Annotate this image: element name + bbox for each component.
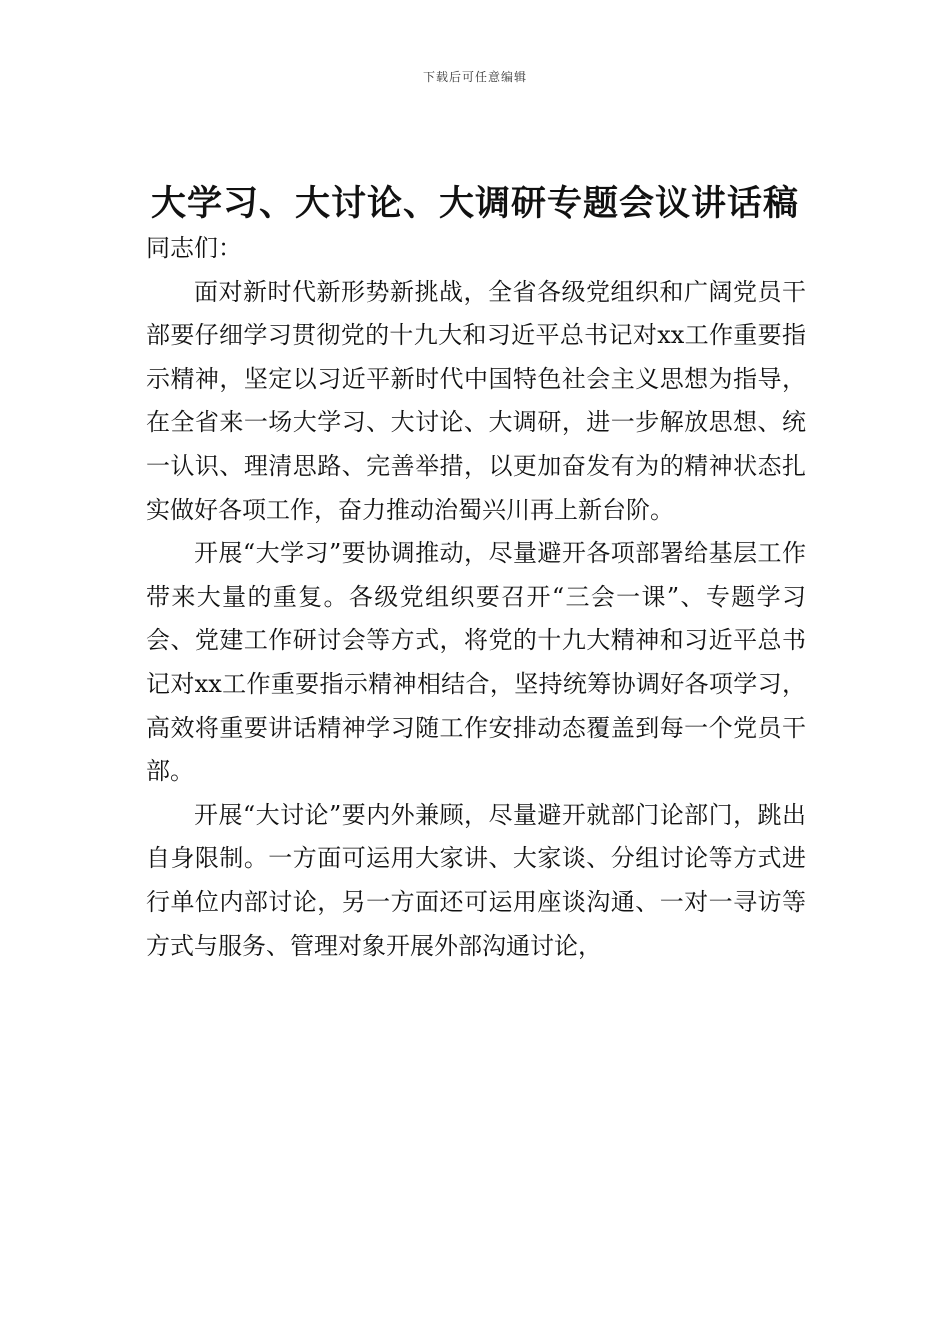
paragraph: 开展“大学习”要协调推动，尽量避开各项部署给基层工作带来大量的重复。各级党组织要召开“三会一课”、专题学习会、党建工作研讨会等方式，将党的十九大精神和习近平总书记对xx工作重要指示精神相结合，坚持统筹协调好各项学习，高效将重要讲话精神学习随工作安排动态覆盖到每一个党员干部。 (146, 539, 806, 786)
header-note: 下载后可任意编辑 (422, 70, 527, 84)
salutation: 同志们： (146, 234, 242, 262)
document-title: 大学习、大讨论、大调研专题会议讲话稿 (150, 183, 799, 224)
paragraph: 面对新时代新形势新挑战，全省各级党组织和广阔党员干部要仔细学习贯彻党的十九大和习近平总书记对xx工作重要指示精神，坚定以习近平新时代中国特色社会主义思想为指导，在全省来一场大学习、大讨论、大调研，进一步解放思想、统一认识、理清思路、完善举措，以更加奋发有为的精神状态扎实做好各项工作，奋力推动治蜀兴川再上新台阶。 (146, 277, 806, 524)
document-body (146, 227, 806, 968)
paragraph: 开展“大讨论”要内外兼顾，尽量避开就部门论部门，跳出自身限制。一方面可运用大家讲、大家谈、分组讨论等方式进行单位内部讨论，另一方面还可运用座谈沟通、一对一寻访等方式与服务、管理对象开展外部沟通讨论， (146, 800, 806, 960)
